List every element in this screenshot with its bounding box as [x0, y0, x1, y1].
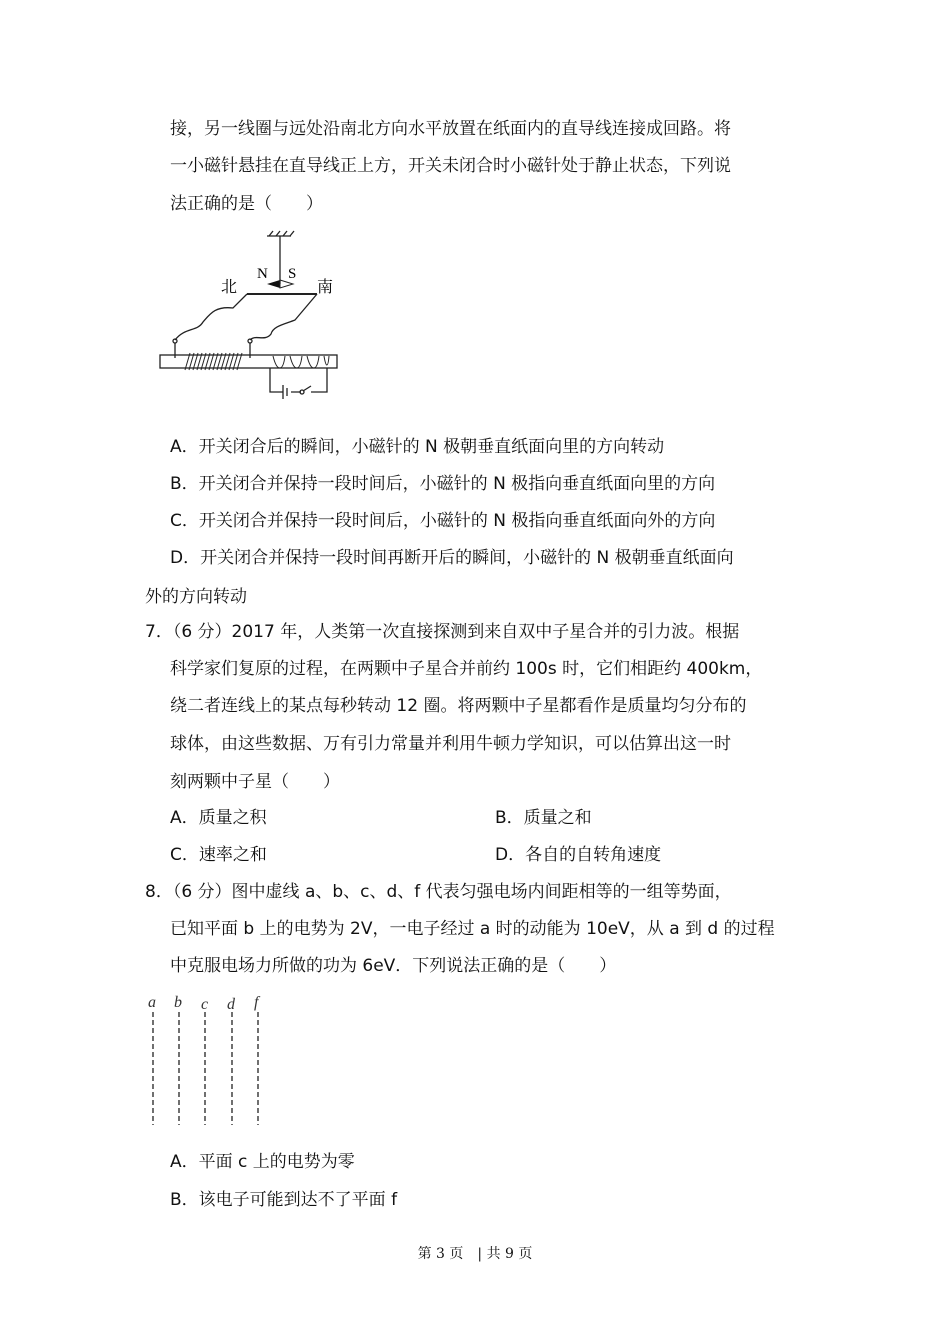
q7-option-d: D．各自的自转角速度 [495, 845, 662, 865]
s-pole-label: S [288, 266, 297, 282]
q6-option-a: A．开关闭合后的瞬间，小磁针的 N 极朝垂直纸面向里的方向转动 [170, 437, 665, 457]
plane-a-label: a [148, 994, 156, 1011]
equipotential-figure [140, 990, 280, 1130]
plane-c-label: c [201, 996, 209, 1013]
q7-stem-line: 绕二者连线上的某点每秒转动 12 圈。将两颗中子星都看作是质量均匀分布的 [170, 696, 747, 716]
plane-f-label: f [254, 994, 259, 1011]
plane-d-label: d [227, 996, 235, 1013]
n-pole-label: N [257, 266, 268, 282]
q6-stem-line: 一小磁针悬挂在直导线正上方，开关未闭合时小磁针处于静止状态，下列说 [170, 156, 731, 176]
q8-stem-line: 已知平面 b 上的电势为 2V，一电子经过 a 时的动能为 10eV，从 a 到 d 的过程 [170, 919, 775, 939]
q8-stem-line: 8．（6 分）图中虚线 a、b、c、d、f 代表匀强电场内间距相等的一组等势面， [145, 882, 732, 902]
q7-stem-line: 球体，由这些数据、万有引力常量并利用牛顿力学知识，可以估算出这一时 [170, 734, 731, 754]
q6-option-d-cont: 外的方向转动 [145, 587, 247, 607]
q7-option-c: C．速率之和 [170, 845, 267, 865]
q6-option-c: C．开关闭合并保持一段时间后，小磁针的 N 极指向垂直纸面向外的方向 [170, 511, 716, 531]
q7-option-a: A．质量之积 [170, 808, 267, 828]
q8-option-b: B．该电子可能到达不了平面 f [170, 1190, 398, 1210]
q7-stem-line: 科学家们复原的过程，在两颗中子星合并前约 100s 时，它们相距约 400km， [170, 659, 763, 679]
q8-stem-line: 中克服电场力所做的功为 6eV．下列说法正确的是（ ） [170, 956, 617, 976]
q8-option-a: A．平面 c 上的电势为零 [170, 1152, 355, 1172]
q6-option-b: B．开关闭合并保持一段时间后，小磁针的 N 极指向垂直纸面向里的方向 [170, 474, 716, 494]
page-footer: 第 3 页 | 共 9 页 [417, 1246, 533, 1262]
south-label: 南 [317, 277, 334, 296]
coil-compass-figure [145, 222, 360, 407]
q7-option-b: B．质量之和 [495, 808, 592, 828]
q6-option-d: D．开关闭合并保持一段时间再断开后的瞬间，小磁针的 N 极朝垂直纸面向 [170, 548, 734, 568]
q6-stem-line: 接，另一线圈与远处沿南北方向水平放置在纸面内的直导线连接成回路。将 [170, 119, 731, 139]
q6-stem-line: 法正确的是（ ） [170, 194, 323, 214]
q7-stem-line: 刻两颗中子星（ ） [170, 772, 340, 792]
plane-b-label: b [174, 994, 182, 1011]
north-label: 北 [221, 277, 238, 296]
q7-stem-line: 7．（6 分）2017 年，人类第一次直接探测到来自双中子星合并的引力波。根据 [145, 622, 740, 642]
